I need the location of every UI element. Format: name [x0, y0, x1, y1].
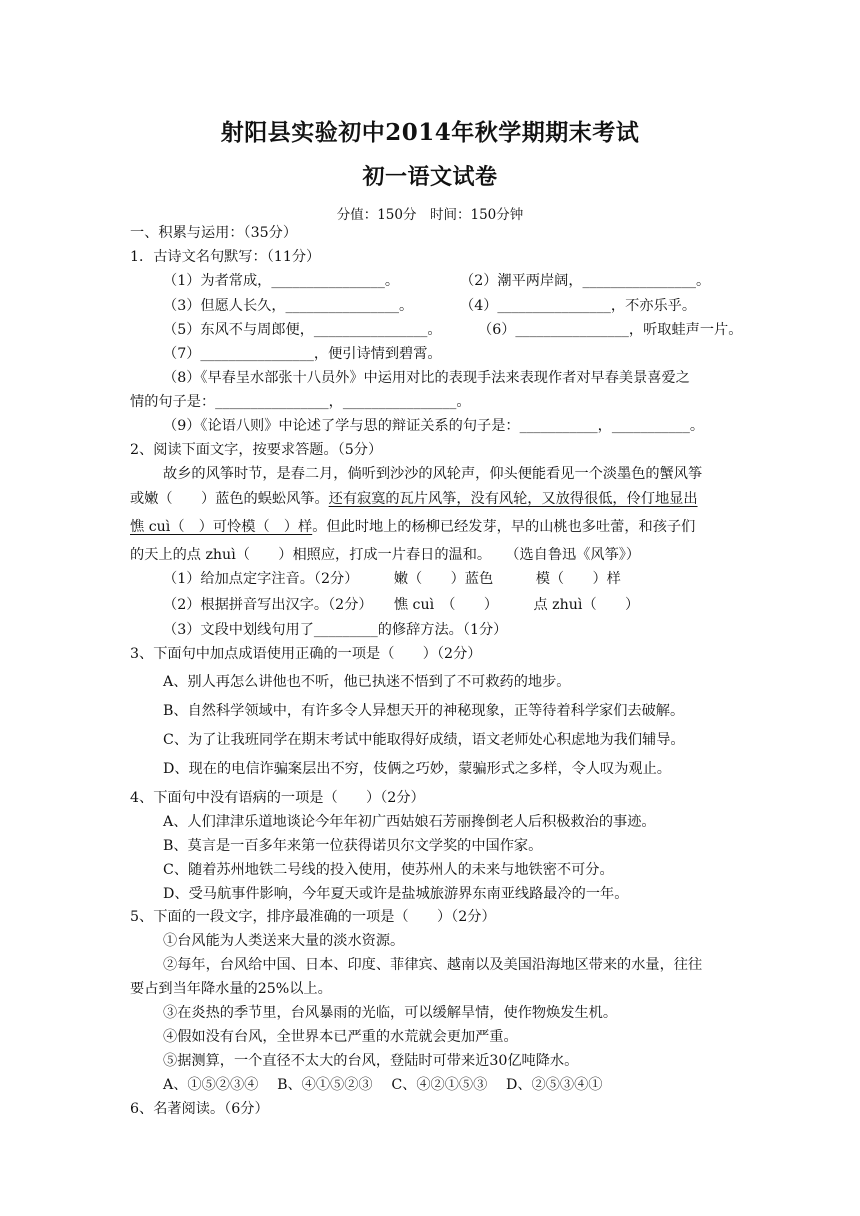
q1-item-5: （5）东风不与周郎便，________________。 [163, 322, 442, 338]
question-5-heading: 5、下面的一段文字，排序最准确的一项是（ ）（2分） [130, 909, 496, 925]
q4-option-b: B、莫言是一百多年来第一位获得诺贝尔文学奖的中国作家。 [163, 838, 543, 854]
q5-item-1: ①台风能为人类送来大量的淡水资源。 [163, 933, 405, 949]
q1-item-2: （2）潮平两岸阔，________________。 [460, 273, 711, 289]
q5-item-5: ⑤据测算，一个直径不太大的台风，登陆时可带来近30亿吨降水。 [163, 1053, 579, 1069]
q5-options: A、①⑤②③④ B、④①⑤②③ C、④②①⑤③ D、②⑤③④① [163, 1077, 603, 1093]
q1-item-4: （4）________________，不亦乐乎。 [460, 298, 697, 314]
question-4-heading: 4、下面句中没有语病的一项是（ ）（2分） [130, 790, 425, 806]
q1-item-3: （3）但愿人长久，________________。 [163, 298, 414, 314]
page-title: 射阳县实验初中2014年秋学期期末考试 [220, 119, 640, 146]
q1-item-1: （1）为者常成，________________。 [163, 273, 400, 289]
q3-option-a: A、别人再怎么讲他也不听，他已执迷不悟到了不可救药的地步。 [163, 674, 571, 690]
passage-line-2 [130, 490, 698, 508]
q2-sub-3: （3）文段中划线句用了_________的修辞方法。（1分） [163, 622, 508, 638]
q1-item-8-cont: 情的句子是：________________，________________。 [130, 394, 471, 410]
q4-option-a: A、人们津津乐道地谈论今年年初广西姑娘石芳丽搀倒老人后积极救治的事迹。 [163, 814, 656, 830]
passage-line-2-text: 或嫩（ ）蓝色的蜈蚣风筝。 [130, 491, 329, 507]
q5-item-2-cont: 要占到当年降水量的25%以上。 [130, 981, 332, 997]
q5-item-2: ②每年，台风给中国、日本、印度、菲律宾、越南以及美国沿海地区带来的水量，往往 [163, 957, 703, 973]
q2-sub-2: （2）根据拼音写出汉字。（2分） 憔 cuì （ ） 点 zhuì（ ） [163, 597, 640, 613]
q2-sub-1: （1）给加点定字注音。（2分） 嫩（ ）蓝色 模（ ）样 [163, 571, 621, 587]
q3-option-c: C、为了让我班同学在期末考试中能取得好成绩，语文老师处心积虑地为我们辅导。 [163, 732, 685, 748]
passage-line-3 [130, 518, 695, 536]
passage-line-1: 故乡的风筝时节，是春二月，倘听到沙沙的风轮声，仰头便能看见一个淡墨色的蟹风筝 [163, 466, 703, 482]
exam-meta: 分值：150分 时间：150分钟 [336, 207, 524, 223]
q1-item-7: （7）________________，便引诗情到碧霄。 [163, 346, 442, 362]
question-2-heading: 2、阅读下面文字，按要求答题。（5分） [130, 442, 383, 458]
page-subtitle: 初一语文试卷 [362, 164, 498, 190]
q3-option-d: D、现在的电信诈骗案层出不穷，伎俩之巧妙，蒙骗形式之多样，令人叹为观止。 [163, 761, 671, 777]
q5-item-4: ④假如没有台风，全世界本已严重的水荒就会更加严重。 [163, 1029, 518, 1045]
q1-item-6: （6）________________，听取蛙声一片。 [478, 322, 743, 338]
underlined-sentence-cont: 憔 cuì（ ）可怜模（ ）样 [130, 519, 313, 535]
question-3-heading: 3、下面句中加点成语使用正确的一项是（ ）（2分） [130, 646, 482, 662]
passage-line-4: 的天上的点 zhuì（ ）相照应，打成一片春日的温和。 （选自鲁迅《风筝》） [130, 547, 641, 563]
q4-option-c: C、随着苏州地铁二号线的投入使用，使苏州人的未来与地铁密不可分。 [163, 862, 614, 878]
q4-option-d: D、受马航事件影响，今年夏天或许是盐城旅游界东南亚线路最冷的一年。 [163, 886, 629, 902]
passage-line-3-text: 。但此时地上的杨柳已经发芽，早的山桃也多吐蕾，和孩子们 [312, 519, 696, 535]
q3-option-b: B、自然科学领域中，有许多令人异想天开的神秘现象，正等待着科学家们去破解。 [163, 703, 685, 719]
underlined-sentence: 还有寂寞的瓦片风筝，没有风轮，又放得很低，伶仃地显出 [328, 491, 698, 507]
question-6-heading: 6、名著阅读。（6分） [130, 1101, 269, 1117]
q1-item-9: （9）《论语八则》中论述了学与思的辩证关系的句子是：___________，___________。 [163, 418, 705, 434]
q5-item-3: ③在炎热的季节里，台风暴雨的光临，可以缓解旱情，使作物焕发生机。 [163, 1005, 618, 1021]
q1-item-8: （8）《早春呈水部张十八员外》中运用对比的表现手法来表现作者对早春美景喜爱之 [163, 370, 690, 386]
section-heading: 一、积累与运用：（35分） [130, 225, 298, 241]
question-1-heading: 1．古诗文名句默写：（11分） [130, 249, 321, 265]
